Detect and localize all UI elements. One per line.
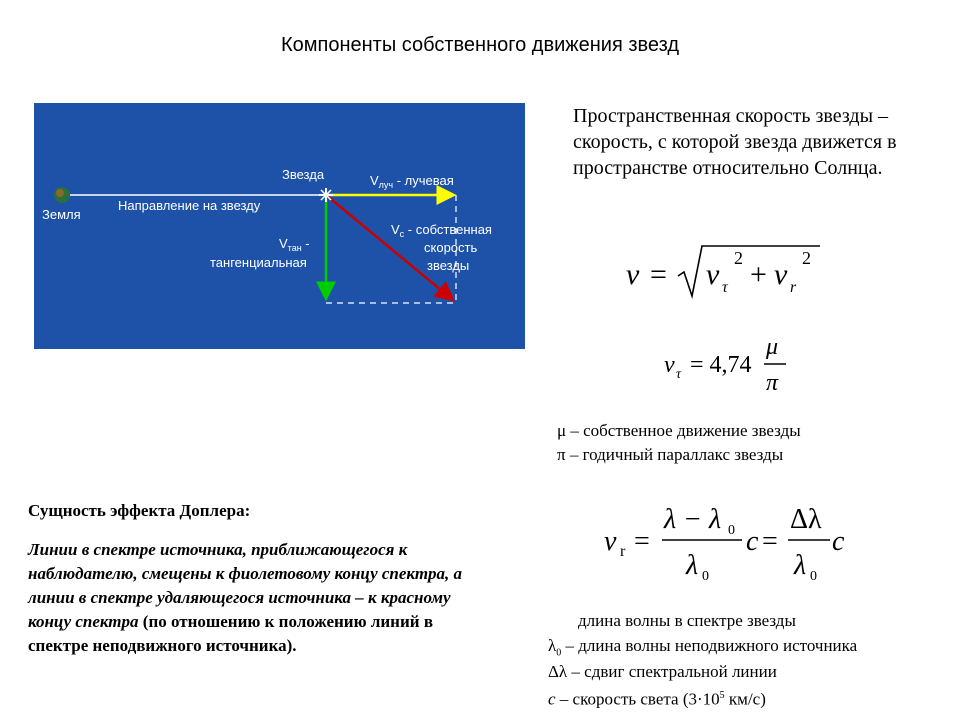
direction-label: Направление на звезду <box>118 198 261 213</box>
svg-text:0: 0 <box>702 569 709 584</box>
svg-text:λ: λ <box>794 550 807 581</box>
svg-text:c: c <box>746 526 759 557</box>
svg-text:π: π <box>766 370 779 396</box>
doppler-text: Линии в спектре источника, приближающегося к наблюдателю, смещены к фиолетовому концу спектра, а линии в спектре удаляющегося источника – к красному концу спектра (по отношению к положению линий в спектре неподвижного источника). <box>28 540 463 655</box>
svg-text:2: 2 <box>734 248 743 268</box>
svg-text:τ: τ <box>676 367 682 382</box>
svg-text:Δλ: Δλ <box>790 504 822 535</box>
space-velocity-formula <box>622 240 842 304</box>
radial-velocity-label: $V_{луч}$ - лучевая <box>370 173 454 190</box>
svg-text:r: r <box>620 543 626 560</box>
svg-text:r: r <box>790 279 797 296</box>
tangential-velocity-desc: тангенциальная <box>210 255 307 270</box>
space-velocity-label: $V_c$ - собственная <box>391 222 492 239</box>
svg-text:c: c <box>832 526 845 557</box>
doppler-title: Сущность эффекта Доплера: <box>28 501 251 520</box>
svg-text:v: v <box>774 258 788 291</box>
star-icon <box>319 188 333 202</box>
svg-text:v: v <box>626 258 640 291</box>
svg-text:0: 0 <box>810 569 817 584</box>
legend-mu: μ – собственное движение звезды <box>557 421 801 440</box>
svg-text:v: v <box>604 526 617 557</box>
legend-dlambda: Δλ – сдвиг спектральной линии <box>548 662 777 681</box>
star-label: Звезда <box>282 167 325 182</box>
tangential-velocity-formula <box>660 330 800 400</box>
velocity-diagram <box>34 103 525 349</box>
svg-text:=: = <box>762 526 778 557</box>
legend-c: c – скорость света ($3\cdot 10^5$ км/с) <box>548 689 766 709</box>
earth-icon <box>54 187 70 203</box>
space-velocity-desc3: звезды <box>427 258 470 273</box>
velocity-diagram-svg <box>34 103 525 349</box>
svg-text:=: = <box>650 258 667 291</box>
earth-label: Земля <box>42 207 81 222</box>
svg-text:λ − λ: λ − λ <box>664 504 722 535</box>
space-velocity-desc2: скорость <box>424 240 478 255</box>
page-title: Компоненты собственного движения звезд <box>280 34 680 56</box>
tangential-velocity-label: $V_{тан}$ - <box>279 236 310 253</box>
svg-text:0: 0 <box>728 523 735 538</box>
legend-lambda: длина волны в спектре звезды <box>578 611 796 630</box>
svg-text:v: v <box>706 258 720 291</box>
svg-text:v: v <box>664 352 675 378</box>
doppler-formula <box>600 500 860 586</box>
svg-text:= 4,74: = 4,74 <box>690 352 752 378</box>
svg-text:=: = <box>634 526 650 557</box>
legend-pi: π – годичный параллакс звезды <box>557 445 784 464</box>
space-velocity-definition: Пространственная скорость звезды – скорость, с которой звезда движется в пространстве относительно Солнца. <box>573 105 897 179</box>
svg-text:μ: μ <box>766 334 779 360</box>
svg-text:λ: λ <box>686 550 699 581</box>
svg-text:+: + <box>750 258 767 291</box>
svg-text:τ: τ <box>722 279 728 296</box>
legend-lambda0: $\lambda_0$ – длина волны неподвижного источника <box>548 636 858 659</box>
pow-2: 2 <box>802 248 811 268</box>
